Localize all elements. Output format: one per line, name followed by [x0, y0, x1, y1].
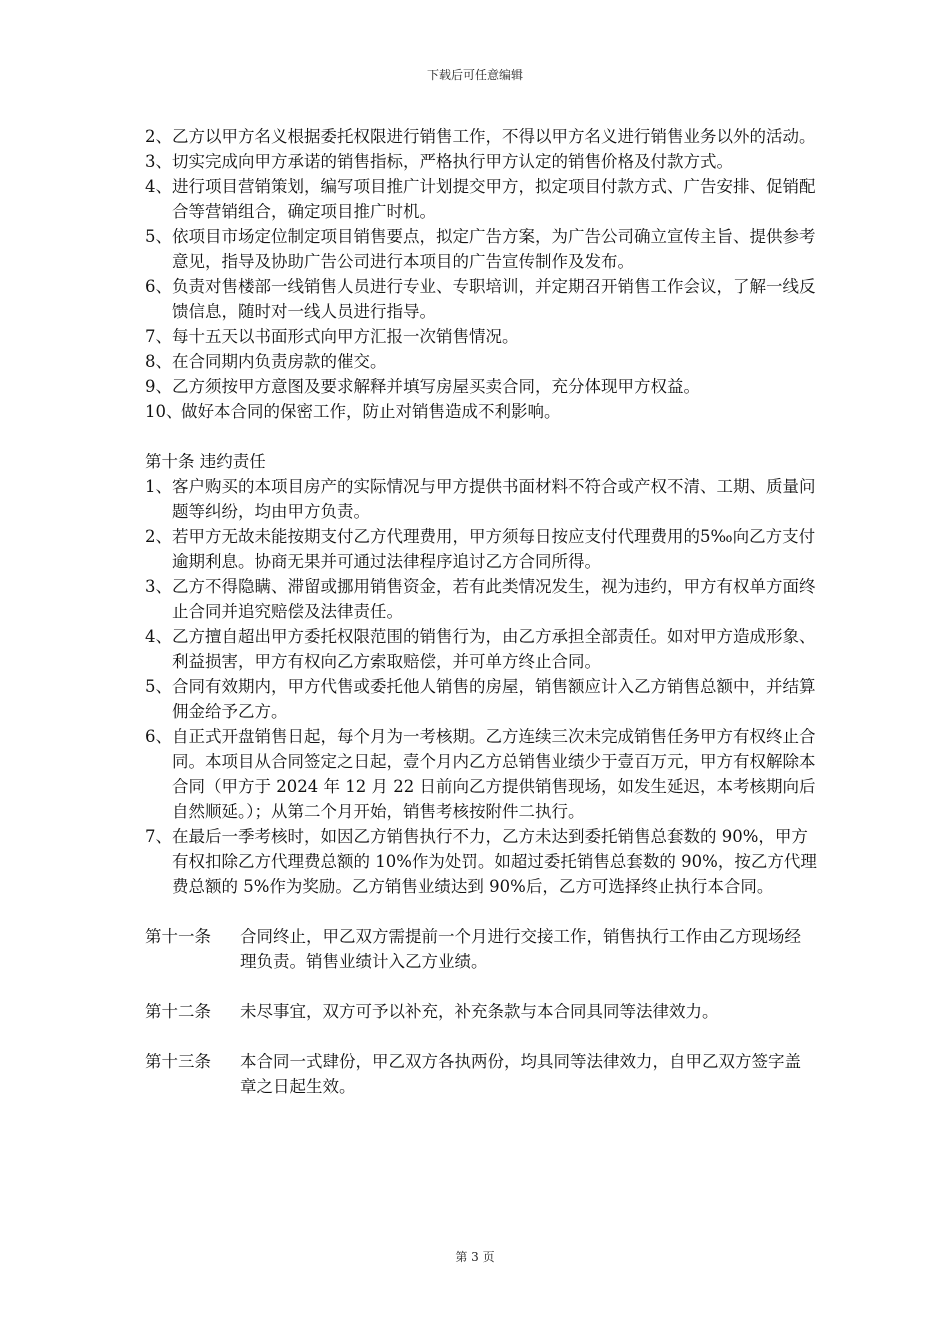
item-number: 2、 [145, 527, 172, 546]
item-text: 进行项目营销策划，编写项目推广计划提交甲方，拟定项目付款方式、广告安排、促销配合等营销组合，确定项目推广时机。 [172, 177, 816, 221]
document-body [145, 124, 817, 1099]
article-text: 本合同一式肆份，甲乙双方各执两份，均具同等法律效力，自甲乙双方签字盖章之日起生效。 [240, 1052, 801, 1096]
item-number: 4、 [145, 177, 172, 196]
item-number: 1、 [145, 477, 172, 496]
list-item [145, 324, 817, 349]
item-text: 自正式开盘销售日起，每个月为一考核期。乙方连续三次未完成销售任务甲方有权终止合同。本项目从合同签定之日起，壹个月内乙方总销售业绩少于壹百万元，甲方有权解除本合同（甲方于 2024 年 12 月 22 日前向乙方提供销售现场，如发生延迟，本考核期向后自然顺延。）；从第二个月开始，销售考核按附件二执行。 [172, 727, 816, 821]
spacer [145, 1024, 817, 1049]
item-text: 负责对售楼部一线销售人员进行专业、专职培训，并定期召开销售工作会议，了解一线反馈信息，随时对一线人员进行指导。 [172, 277, 816, 321]
list-item [145, 824, 817, 899]
item-text: 乙方以甲方名义根据委托权限进行销售工作，不得以甲方名义进行销售业务以外的活动。 [172, 127, 816, 146]
item-number: 7、 [145, 827, 172, 846]
item-number: 9、 [145, 377, 172, 396]
item-text: 在最后一季考核时，如因乙方销售执行不力，乙方未达到委托销售总套数的 90%，甲方有权扣除乙方代理费总额的 10%作为处罚。如超过委托销售总套数的 90%，按乙方代理费总额的 5%作为奖励。乙方销售业绩达到 90%后，乙方可选择终止执行本合同。 [172, 827, 817, 896]
article-text: 未尽事宜，双方可予以补充，补充条款与本合同具同等法律效力。 [240, 1002, 719, 1021]
item-number: 10、 [145, 402, 183, 421]
list-item [145, 574, 817, 624]
item-number: 5、 [145, 227, 172, 246]
item-number: 3、 [145, 152, 172, 171]
list-item [145, 274, 817, 324]
item-text: 乙方擅自超出甲方委托权限范围的销售行为，由乙方承担全部责任。如对甲方造成形象、利益损害，甲方有权向乙方索取赔偿，并可单方终止合同。 [172, 627, 816, 671]
list-item [145, 174, 817, 224]
article-12 [145, 999, 817, 1024]
list-item [145, 399, 817, 424]
list-item [145, 149, 817, 174]
item-text: 每十五天以书面形式向甲方汇报一次销售情况。 [172, 327, 519, 346]
article-number: 第十三条 [145, 1052, 211, 1071]
item-text: 若甲方无故未能按期支付乙方代理费用，甲方须每日按应支付代理费用的5‰向乙方支付逾期利息。协商无果并可通过法律程序追讨乙方合同所得。 [172, 527, 816, 571]
list-item [145, 124, 817, 149]
article-number: 第十二条 [145, 1002, 211, 1021]
duties-list [145, 124, 817, 424]
list-item [145, 624, 817, 674]
item-text: 切实完成向甲方承诺的销售指标，严格执行甲方认定的销售价格及付款方式。 [172, 152, 733, 171]
item-text: 做好本合同的保密工作，防止对销售造成不利影响。 [181, 402, 561, 421]
item-text: 乙方须按甲方意图及要求解释并填写房屋买卖合同，充分体现甲方权益。 [172, 377, 700, 396]
item-number: 8、 [145, 352, 172, 371]
article-11 [145, 924, 817, 974]
section-title: 第十条 违约责任 [145, 452, 266, 471]
item-number: 6、 [145, 277, 172, 296]
item-number: 3、 [145, 577, 172, 596]
list-item [145, 224, 817, 274]
page-footer: 第 3 页 [455, 1250, 495, 1264]
list-item [145, 349, 817, 374]
spacer [145, 424, 817, 449]
spacer [145, 974, 817, 999]
item-number: 4、 [145, 627, 172, 646]
item-number: 6、 [145, 727, 172, 746]
item-text: 依项目市场定位制定项目销售要点，拟定广告方案，为广告公司确立宣传主旨、提供参考意见，指导及协助广告公司进行本项目的广告宣传制作及发布。 [172, 227, 816, 271]
item-text: 客户购买的本项目房产的实际情况与甲方提供书面材料不符合或产权不清、工期、质量问题等纠纷，均由甲方负责。 [172, 477, 816, 521]
item-text: 乙方不得隐瞒、滞留或挪用销售资金，若有此类情况发生，视为违约，甲方有权单方面终止合同并追究赔偿及法律责任。 [172, 577, 816, 621]
list-item [145, 524, 817, 574]
list-item [145, 374, 817, 399]
item-text: 在合同期内负责房款的催交。 [172, 352, 387, 371]
page-header: 下载后可任意编辑 [426, 68, 523, 82]
article-text: 合同终止，甲乙双方需提前一个月进行交接工作，销售执行工作由乙方现场经理负责。销售业绩计入乙方业绩。 [240, 927, 801, 971]
item-number: 7、 [145, 327, 172, 346]
spacer [145, 899, 817, 924]
list-item [145, 724, 817, 824]
list-item [145, 674, 817, 724]
item-number: 2、 [145, 127, 172, 146]
item-number: 5、 [145, 677, 172, 696]
list-item [145, 474, 817, 524]
article-number: 第十一条 [145, 927, 211, 946]
article-13 [145, 1049, 817, 1099]
breach-list [145, 474, 817, 899]
item-text: 合同有效期内，甲方代售或委托他人销售的房屋，销售额应计入乙方销售总额中，并结算佣金给予乙方。 [172, 677, 816, 721]
